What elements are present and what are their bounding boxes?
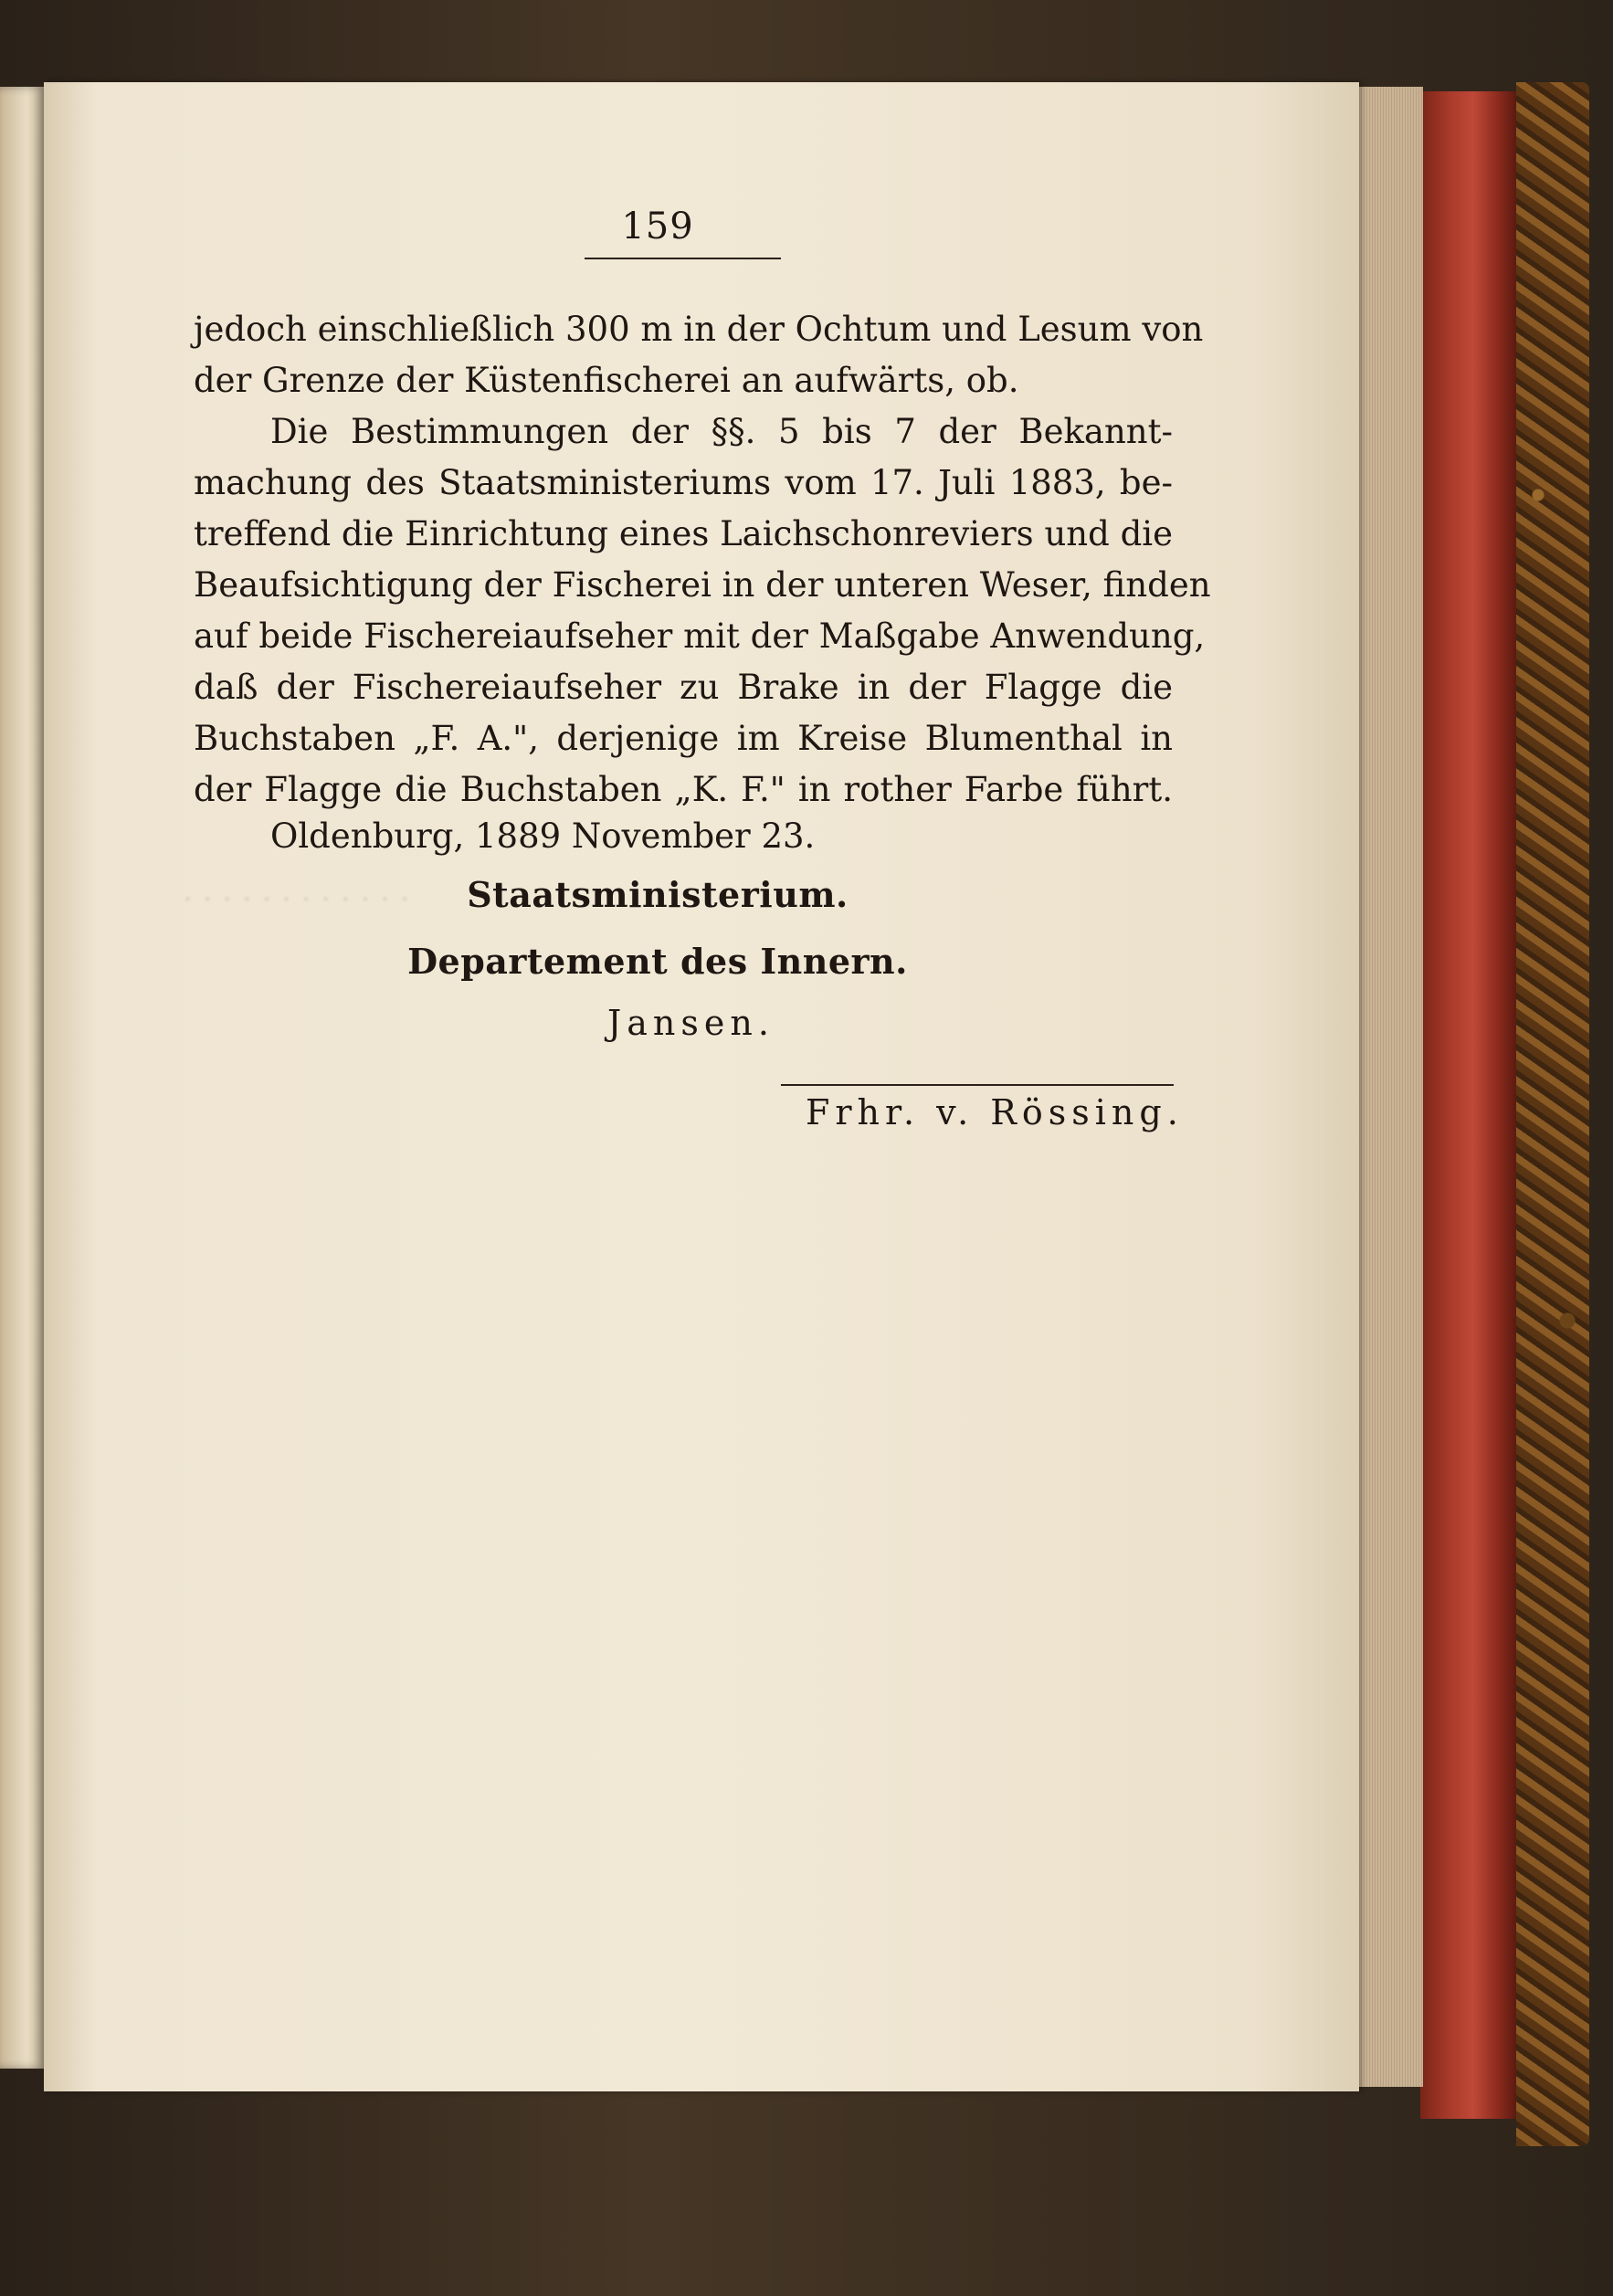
red-page-edges <box>1420 91 1516 2119</box>
page-number-rule <box>585 258 781 259</box>
body-line-3: Die Bestimmungen der §§. 5 bis 7 der Bekannt- <box>270 412 1173 451</box>
body-line-7: auf beide Fischereiaufseher mit der Maßgabe Anwendung, <box>194 616 1206 656</box>
department-heading: Departement des Innern. <box>407 941 908 982</box>
body-line-9: Buchstaben „F. A.", derjenige im Kreise Blumenthal in <box>194 719 1173 758</box>
book-cover-edge <box>1516 82 1589 2146</box>
body-line-6: Beaufsichtigung der Fischerei in der unteren Weser, finden <box>194 565 1211 605</box>
body-line-8: daß der Fischereiaufseher zu Brake in der Flagge die <box>194 668 1173 707</box>
signatory-roessing: Frhr. v. Rössing. <box>806 1092 1184 1132</box>
body-line-1: jedoch einschließlich 300 m in der Ochtum und Lesum von <box>194 310 1204 349</box>
facing-page-edge <box>0 87 44 2069</box>
date-line: Oldenburg, 1889 November 23. <box>270 816 816 856</box>
page-number: 159 <box>621 205 694 248</box>
body-line-4: machung des Staatsministeriums vom 17. Juli 1883, be- <box>194 463 1173 502</box>
signatory-jansen: Jansen. <box>607 1003 775 1043</box>
signature-rule <box>781 1084 1174 1086</box>
body-line-10: der Flagge die Buchstaben „K. F." in rother Farbe führt. <box>194 770 1173 809</box>
body-line-2: der Grenze der Küstenfischerei an aufwärts, ob. <box>194 361 1019 400</box>
authority-heading: Staatsministerium. <box>467 874 849 915</box>
bleed-through-text: . . . . . . . . . . . . <box>183 872 410 909</box>
body-line-5: treffend die Einrichtung eines Laichschonreviers und die <box>194 514 1173 553</box>
page-fore-edge <box>1359 87 1423 2087</box>
